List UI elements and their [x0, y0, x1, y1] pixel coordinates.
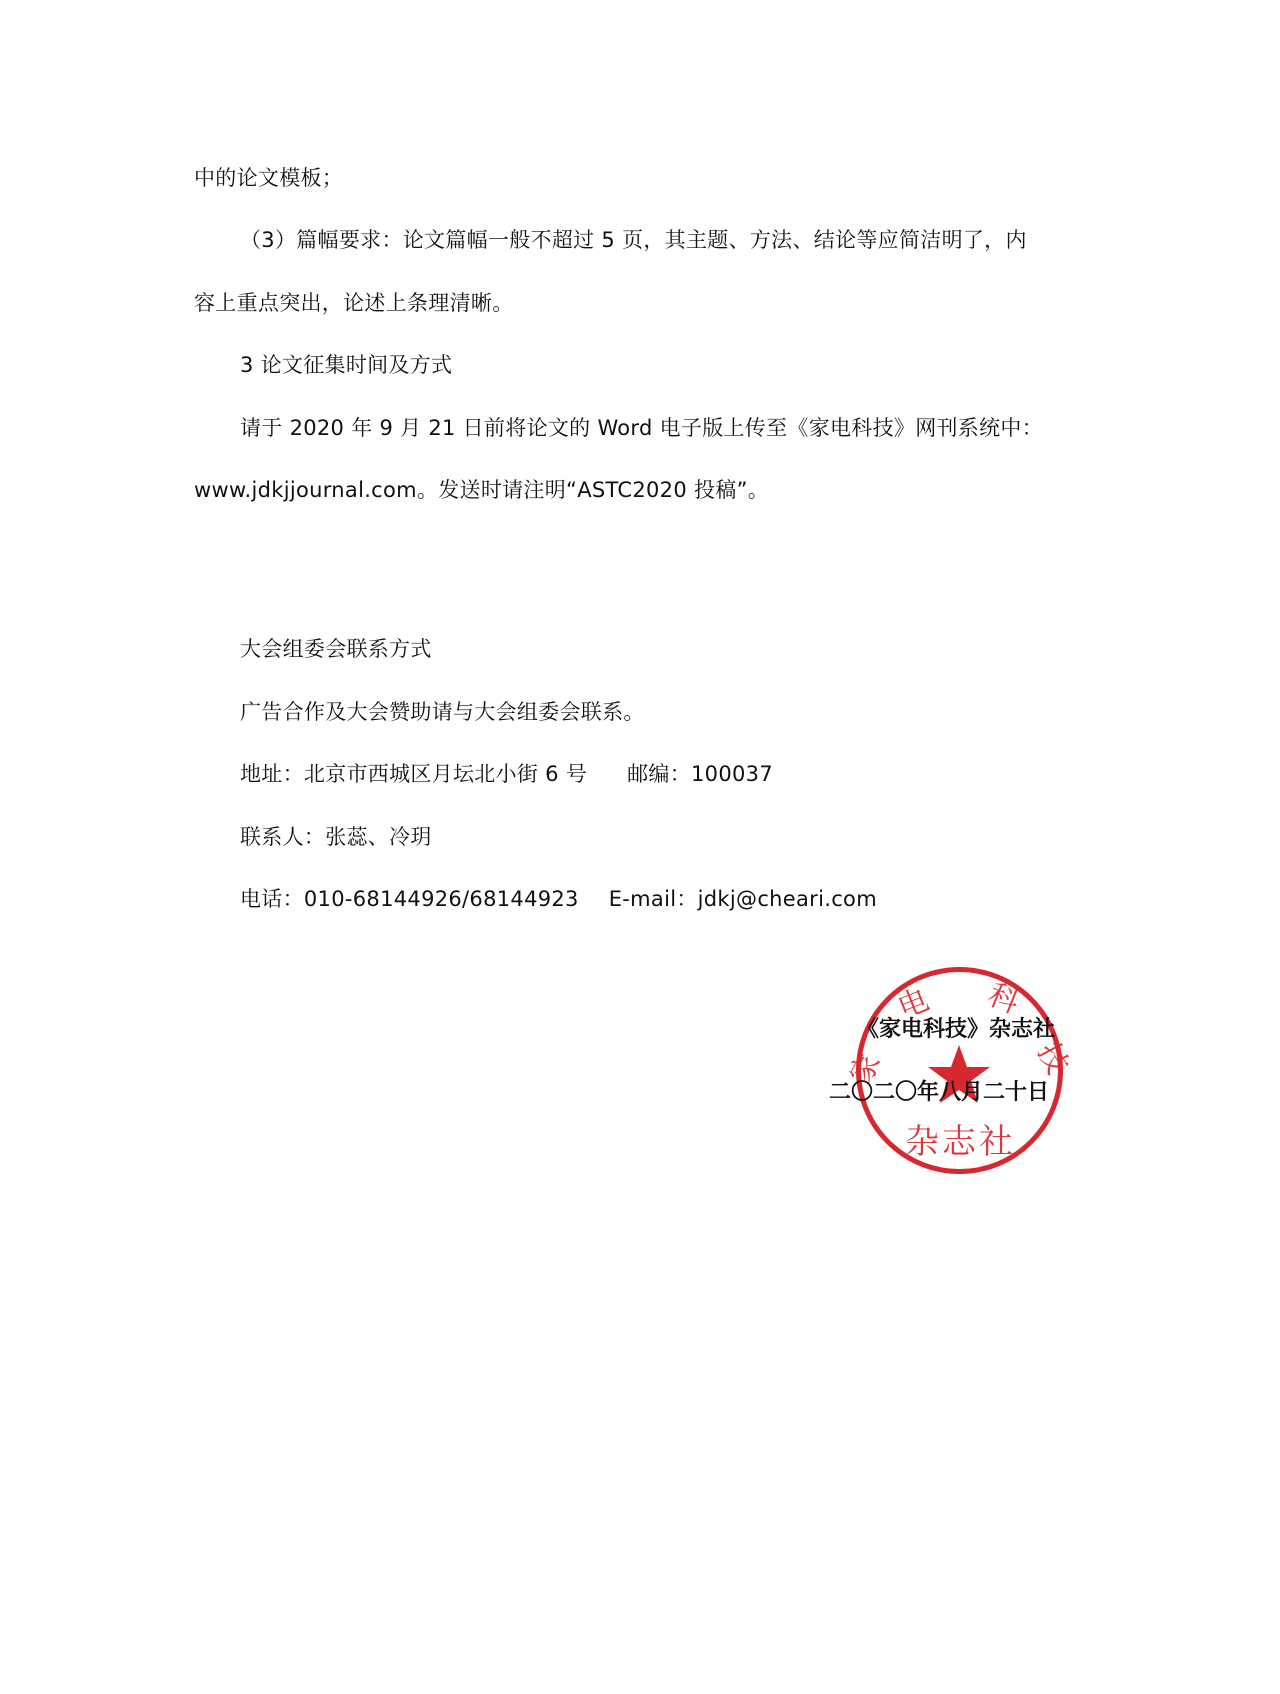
contact-note: 广告合作及大会赞助请与大会组委会联系。	[240, 700, 645, 724]
address-text: 地址：北京市西城区月坛北小街 6 号	[240, 762, 588, 786]
seal-char: 家	[843, 1047, 889, 1090]
paragraph-line: 容上重点突出，论述上条理清晰。	[194, 291, 514, 315]
seal-char: 技	[1029, 1037, 1075, 1080]
contact-phone-row	[240, 885, 877, 913]
seal-char: 电	[892, 982, 934, 1027]
seal-char: 志	[942, 1122, 976, 1162]
paragraph-line: （3）篇幅要求：论文篇幅一般不超过 5 页，其主题、方法、结论等应简洁明了，内	[240, 228, 1027, 252]
paragraph-line: 中的论文模板；	[194, 166, 344, 190]
seal-char: 社	[979, 1122, 1013, 1162]
paragraph-line: 请于 2020 年 9 月 21 日前将论文的 Word 电子版上传至《家电科技》网刊系统中：	[240, 416, 1044, 440]
phone-text: 电话：010-68144926/68144923	[240, 887, 579, 911]
signature-date: 二〇二〇年八月二十日	[829, 1080, 1050, 1105]
contact-people: 联系人：张蕊、冷玥	[240, 825, 432, 849]
seal-char: 科	[983, 977, 1025, 1022]
seal-char: 杂	[905, 1122, 939, 1162]
paragraph-line: www.jdkjjournal.com。发送时请注明“ASTC2020 投稿”。	[194, 478, 770, 502]
contact-address-row	[240, 760, 773, 788]
email-text: E-mail：jdkj@cheari.com	[608, 887, 877, 911]
signature-org: 《家电科技》杂志社	[857, 1017, 1056, 1042]
contact-heading: 大会组委会联系方式	[240, 637, 432, 661]
official-seal	[843, 963, 1075, 1178]
section-heading: 3 论文征集时间及方式	[240, 353, 453, 377]
postcode-text: 邮编：100037	[627, 762, 773, 786]
